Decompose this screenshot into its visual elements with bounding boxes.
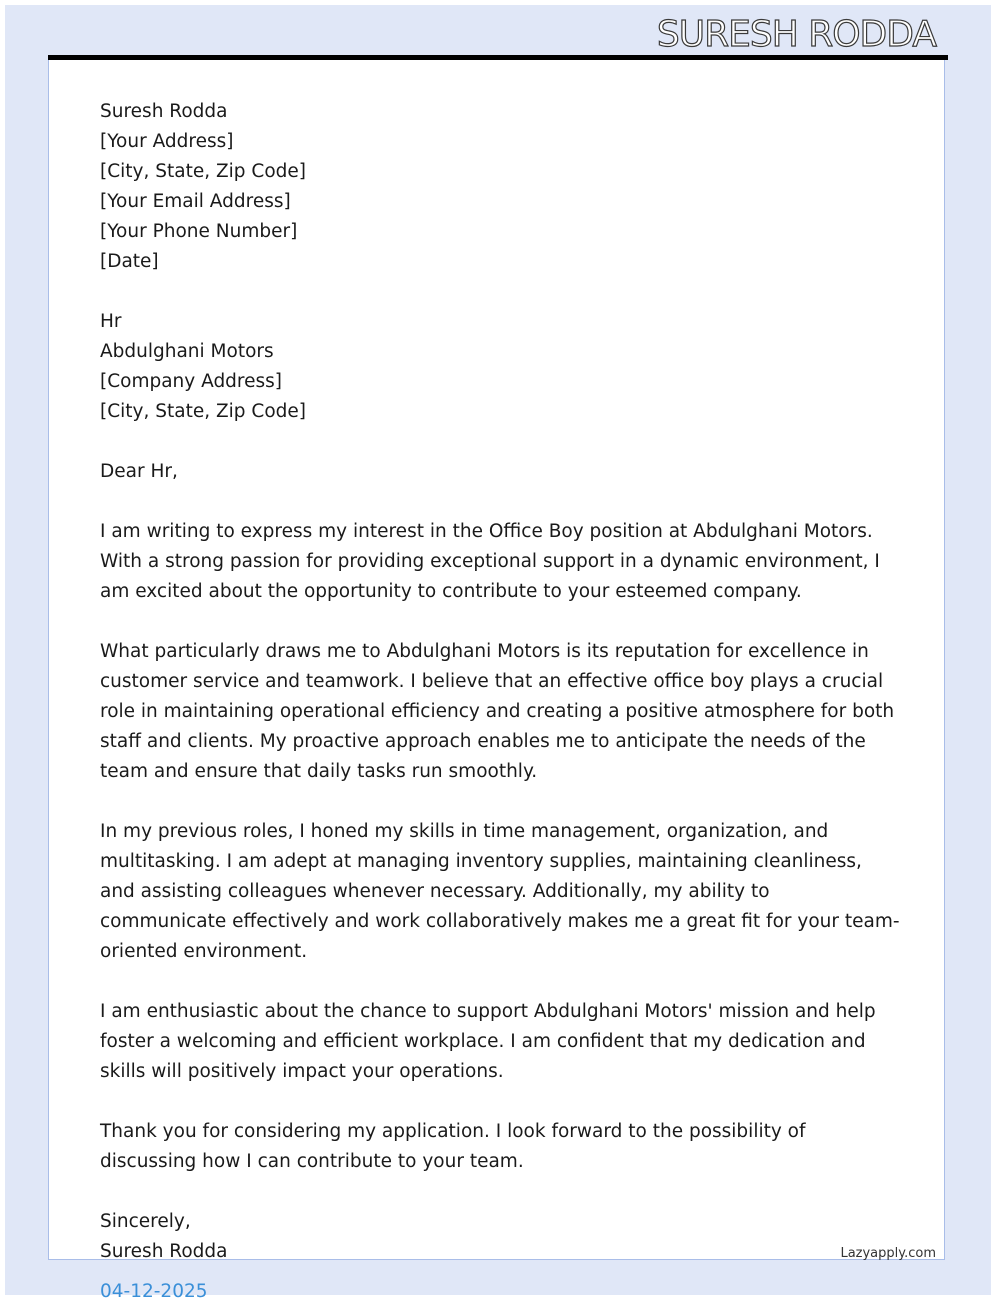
sender-city-state-zip: [City, State, Zip Code] xyxy=(100,161,306,182)
body-paragraph: I am enthusiastic about the chance to support Abdulghani Motors' mission and help foster a welcoming and efficient workplace. I am confident that my dedication and skills will positively impact your operations. xyxy=(100,1001,876,1082)
header-name: SURESH RODDA xyxy=(656,14,936,55)
sender-name: Suresh Rodda xyxy=(100,101,228,122)
sender-block xyxy=(100,97,900,277)
sender-email: [Your Email Address] xyxy=(100,191,291,212)
body-paragraph: What particularly draws me to Abdulghani Motors is its reputation for excellence in customer service and teamwork. I believe that an effective office boy plays a crucial role in maintaining operational efficiency and creating a positive atmosphere for both staff and clients. My proactive approach enables me to anticipate the needs of the team and ensure that daily tasks run smoothly. xyxy=(100,641,895,782)
closing: Sincerely, xyxy=(100,1211,191,1232)
footer-date: 04-12-2025 xyxy=(100,1281,208,1302)
sender-date: [Date] xyxy=(100,251,159,272)
watermark-link[interactable]: Lazyapply.com xyxy=(840,1246,936,1261)
body-paragraph: In my previous roles, I honed my skills in time management, organization, and multitasking. I am adept at managing inventory supplies, maintaining cleanliness, and assisting colleagues whenever necessary. Additionally, my ability to communicate effectively and work collaboratively makes me a great fit for your team-oriented environment. xyxy=(100,821,900,962)
salutation: Dear Hr, xyxy=(100,461,178,482)
sender-phone: [Your Phone Number] xyxy=(100,221,298,242)
recipient-address: [Company Address] xyxy=(100,371,283,392)
recipient-company: Abdulghani Motors xyxy=(100,341,274,362)
signature-name: Suresh Rodda xyxy=(100,1241,228,1262)
recipient-city-state-zip: [City, State, Zip Code] xyxy=(100,401,306,422)
closing-block xyxy=(100,1207,900,1267)
body-paragraph: I am writing to express my interest in the Office Boy position at Abdulghani Motors. With a strong passion for providing exceptional support in a dynamic environment, I am excited about the opportunity to contribute to your esteemed company. xyxy=(100,521,880,602)
cover-letter xyxy=(100,97,900,1267)
sender-address: [Your Address] xyxy=(100,131,234,152)
recipient-title: Hr xyxy=(100,311,122,332)
body-paragraph: Thank you for considering my application. I look forward to the possibility of discussing how I can contribute to your team. xyxy=(100,1121,806,1172)
recipient-block xyxy=(100,307,900,427)
